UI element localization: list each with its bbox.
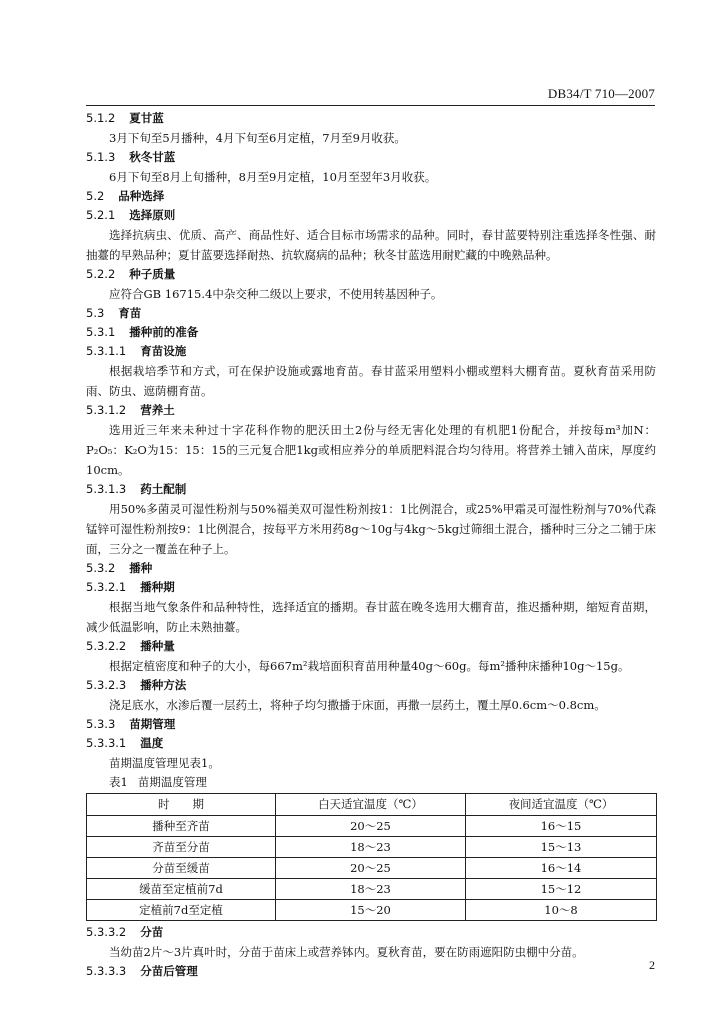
paragraph-5-3-1-3: 用50%多菌灵可湿性粉剂与50%福美双可湿性粉剂按1：1比例混合，或25%甲霜灵可湿性粉剂与70%代森锰锌可湿性粉剂按9：1比例混合，按每平方米用药8g～10g与4kg～5kg过筛细土混合，播种时三分之二铺于床面，三分之一覆盖在种子上。	[86, 502, 656, 556]
paragraph-5-3-3-1: 苗期温度管理见表1。	[109, 756, 220, 770]
section-title: 播种方法	[140, 678, 187, 692]
section-title: 营养土	[140, 403, 175, 417]
section-title: 选择原则	[129, 208, 176, 222]
table-header-row	[87, 794, 657, 816]
table-caption	[86, 773, 656, 792]
table-row	[87, 858, 657, 879]
section-number: 5.3.2	[86, 561, 116, 575]
section-title: 播种	[129, 561, 153, 575]
table-cell-night-temp: 10～8	[466, 900, 657, 921]
table-row	[87, 816, 657, 837]
section-title: 苗期管理	[129, 717, 176, 731]
heading-5-2-1	[86, 206, 656, 225]
section-title: 育苗	[118, 306, 142, 320]
section-title: 夏甘蓝	[129, 111, 164, 125]
table-caption-text: 苗期温度管理	[137, 775, 207, 789]
section-title: 分苗后管理	[140, 964, 198, 978]
table-cell-day-temp: 15～20	[276, 900, 466, 921]
paragraph-5-3-3-2: 当幼苗2片～3片真叶时，分苗于苗床上或营养钵内。夏秋育苗，要在防雨遮阳防虫棚中分苗。	[109, 945, 584, 959]
document-body	[86, 109, 656, 981]
table-cell-night-temp: 15～13	[466, 837, 657, 858]
heading-5-3-3-1	[86, 734, 656, 753]
table-row	[87, 879, 657, 900]
heading-5-3-1-1	[86, 342, 656, 361]
heading-5-3-3	[86, 715, 656, 734]
section-number: 5.3.3.3	[86, 964, 127, 978]
heading-5-3-1	[86, 323, 656, 342]
section-number: 5.1.2	[86, 111, 116, 125]
section-number: 5.3.2.1	[86, 580, 127, 594]
table-cell-period: 播种至齐苗	[87, 816, 276, 837]
heading-5-3-2-2	[86, 637, 656, 656]
heading-5-3-1-3	[86, 480, 656, 499]
heading-5-3-2-1	[86, 578, 656, 597]
section-number: 5.3.1.3	[86, 482, 127, 496]
table-cell-night-temp: 15～12	[466, 879, 657, 900]
heading-5-1-2	[86, 109, 656, 128]
table-cell-period: 定植前7d至定植	[87, 900, 276, 921]
table-cell-night-temp: 16～15	[466, 816, 657, 837]
paragraph-5-2-2: 应符合GB 16715.4中杂交种二级以上要求，不使用转基因种子。	[109, 287, 443, 301]
section-title: 种子质量	[129, 267, 176, 281]
section-number: 5.3.1.1	[86, 344, 127, 358]
table-cell-day-temp: 20～25	[276, 858, 466, 879]
section-number: 5.1.3	[86, 150, 116, 164]
section-number: 5.3.1.2	[86, 403, 127, 417]
heading-5-2	[86, 187, 656, 206]
section-number: 5.3.3.1	[86, 736, 127, 750]
page-number: 2	[649, 958, 655, 972]
column-header-day-temp: 白天适宜温度（℃）	[276, 794, 466, 816]
table-cell-period: 齐苗至分苗	[87, 837, 276, 858]
paragraph-5-1-3: 6月下旬至8月上旬播种，8月至9月定植，10月至翌年3月收获。	[109, 170, 437, 184]
section-number: 5.2.2	[86, 267, 116, 281]
section-number: 5.3.1	[86, 325, 116, 339]
section-title: 药土配制	[140, 482, 187, 496]
table-row	[87, 837, 657, 858]
table-row	[87, 900, 657, 921]
section-number: 5.2	[86, 189, 105, 203]
heading-5-3-3-3	[86, 962, 656, 981]
section-number: 5.3.3.2	[86, 925, 127, 939]
standard-code: DB34/T 710—2007	[547, 86, 655, 101]
paragraph-5-3-2-2: 根据定植密度和种子的大小，每667m²栽培面积育苗用种量40g～60g。每m²播种床播种10g～15g。	[109, 659, 630, 673]
section-number: 5.3	[86, 306, 105, 320]
section-number: 5.3.2.2	[86, 639, 127, 653]
heading-5-2-2	[86, 265, 656, 284]
table-cell-period: 分苗至缓苗	[87, 858, 276, 879]
section-title: 播种量	[140, 639, 175, 653]
paragraph-5-1-2: 3月下旬至5月播种，4月下旬至6月定植，7月至9月收获。	[109, 131, 406, 145]
table-number: 表1	[109, 775, 128, 789]
section-number: 5.2.1	[86, 208, 116, 222]
section-title: 温度	[140, 736, 164, 750]
column-header-night-temp: 夜间适宜温度（℃）	[466, 794, 657, 816]
paragraph-5-3-1-2: 选用近三年来未种过十字花科作物的肥沃田土2份与经无害化处理的有机肥1份配合，并按每m³加N：P₂O₅：K₂O为15：15：15的三元复合肥1kg或相应养分的单质肥料混合均匀待用。将营养土铺入苗床，厚度约10cm。	[86, 423, 656, 477]
table-cell-day-temp: 18～23	[276, 879, 466, 900]
heading-5-1-3	[86, 148, 656, 167]
table-cell-period: 缓苗至定植前7d	[87, 879, 276, 900]
paragraph-5-2-1: 选择抗病虫、优质、高产、商品性好、适合目标市场需求的品种。同时，春甘蓝要特别注重选择冬性强、耐抽薹的早熟品种；夏甘蓝要选择耐热、抗软腐病的品种；秋冬甘蓝选用耐贮藏的中晚熟品种。	[86, 228, 656, 262]
table-cell-day-temp: 18～23	[276, 837, 466, 858]
section-title: 品种选择	[118, 189, 165, 203]
table-cell-day-temp: 20～25	[276, 816, 466, 837]
section-number: 5.3.2.3	[86, 678, 127, 692]
heading-5-3-2-3	[86, 676, 656, 695]
heading-5-3-1-2	[86, 401, 656, 420]
section-number: 5.3.3	[86, 717, 116, 731]
table-cell-night-temp: 16～14	[466, 858, 657, 879]
section-title: 播种前的准备	[129, 325, 199, 339]
header-rule	[86, 105, 655, 106]
paragraph-5-3-2-3: 浇足底水，水渗后覆一层药土，将种子均匀撒播于床面，再撒一层药土，覆土厚0.6cm～0.8cm。	[109, 698, 606, 712]
column-header-period: 时 期	[87, 794, 276, 816]
section-title: 育苗设施	[140, 344, 187, 358]
temperature-table	[86, 793, 657, 921]
heading-5-3-3-2	[86, 923, 656, 942]
paragraph-5-3-2-1: 根据当地气象条件和品种特性，选择适宜的播期。春甘蓝在晚冬选用大棚育苗，推迟播种期，缩短育苗期，减少低温影响，防止未熟抽薹。	[86, 600, 656, 634]
section-title: 分苗	[140, 925, 164, 939]
heading-5-3	[86, 304, 656, 323]
section-title: 播种期	[140, 580, 175, 594]
heading-5-3-2	[86, 559, 656, 578]
paragraph-5-3-1-1: 根据栽培季节和方式，可在保护设施或露地育苗。春甘蓝采用塑料小棚或塑料大棚育苗。夏秋育苗采用防雨、防虫、遮荫棚育苗。	[86, 364, 656, 398]
section-title: 秋冬甘蓝	[129, 150, 176, 164]
